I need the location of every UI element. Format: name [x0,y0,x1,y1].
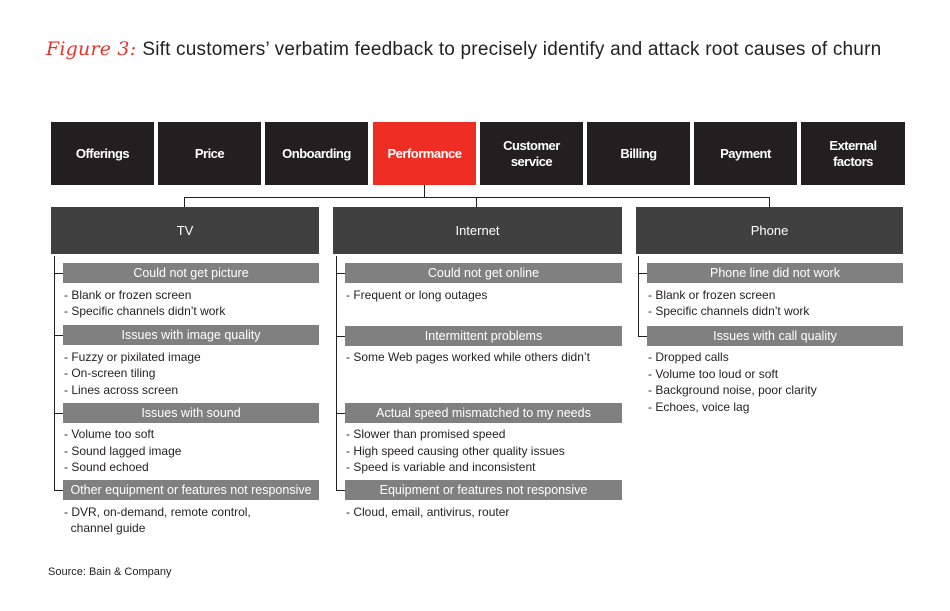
bracket-tick [54,490,63,491]
issue-item: - Some Web pages worked while others didn’t [346,350,590,364]
connector [184,197,770,198]
issue-item: - Sound lagged image [64,444,182,458]
issue-item: - Blank or frozen screen [648,288,776,302]
bracket-tick [638,336,647,337]
issue-item: - On-screen tiling [64,366,156,380]
category-price: Price [158,122,261,185]
connector [184,197,185,207]
issue-item: - High speed causing other quality issues [346,444,565,458]
issue-group-header: Issues with call quality [647,326,903,346]
issue-group-header: Phone line did not work [647,263,903,283]
issue-group-header: Could not get online [345,263,622,283]
issue-item: - Slower than promised speed [346,427,506,441]
issue-item: - Frequent or long outages [346,288,488,302]
category-performance: Performance [373,122,476,185]
figure-title-text: Sift customers’ verbatim feedback to precisely identify and attack root causes of churn [142,39,882,60]
column-header-internet: Internet [333,207,622,254]
bracket-line [336,256,337,490]
issue-item: - Volume too loud or soft [648,367,779,381]
issue-item: - Fuzzy or pixilated image [64,350,201,364]
bracket-tick [54,335,63,336]
category-payment: Payment [694,122,797,185]
issue-item: - DVR, on-demand, remote control, [64,505,251,519]
bracket-tick [336,336,345,337]
issue-item: channel guide [64,521,146,535]
issue-group-header: Actual speed mismatched to my needs [345,403,622,423]
issue-item: - Blank or frozen screen [64,288,192,302]
bracket-tick [336,490,345,491]
figure-title [46,38,881,61]
issue-group-header: Issues with sound [63,403,319,423]
issue-group-header: Could not get picture [63,263,319,283]
figure-label: Figure 3: [46,38,137,60]
source-note: Source: Bain & Company [48,566,172,578]
issue-item: - Speed is variable and inconsistent [346,460,536,474]
bracket-tick [54,273,63,274]
issue-item: - Dropped calls [648,350,729,364]
category-offerings: Offerings [51,122,154,185]
issue-item: - Background noise, poor clarity [648,383,817,397]
issue-item: - Sound echoed [64,460,149,474]
column-header-tv: TV [51,207,319,254]
bracket-line [638,256,639,336]
category-customer-service: Customer service [480,122,583,185]
issue-item: - Specific channels didn’t work [64,304,226,318]
category-billing: Billing [587,122,690,185]
issue-group-header: Other equipment or features not responsive [63,480,319,500]
bracket-tick [638,273,647,274]
bracket-tick [336,273,345,274]
category-onboarding: Onboarding [265,122,368,185]
bracket-line [54,256,55,490]
issue-item: - Echoes, voice lag [648,400,750,414]
issue-group-header: Intermittent problems [345,326,622,346]
issue-item: - Specific channels didn’t work [648,304,810,318]
issue-group-header: Equipment or features not responsive [345,480,622,500]
bracket-tick [336,413,345,414]
issue-item: - Lines across screen [64,383,179,397]
issue-item: - Cloud, email, antivirus, router [346,505,510,519]
column-header-phone: Phone [636,207,903,254]
issue-group-header: Issues with image quality [63,325,319,345]
category-external-factors: External factors [801,122,905,185]
issue-item: - Volume too soft [64,427,155,441]
bracket-tick [54,413,63,414]
